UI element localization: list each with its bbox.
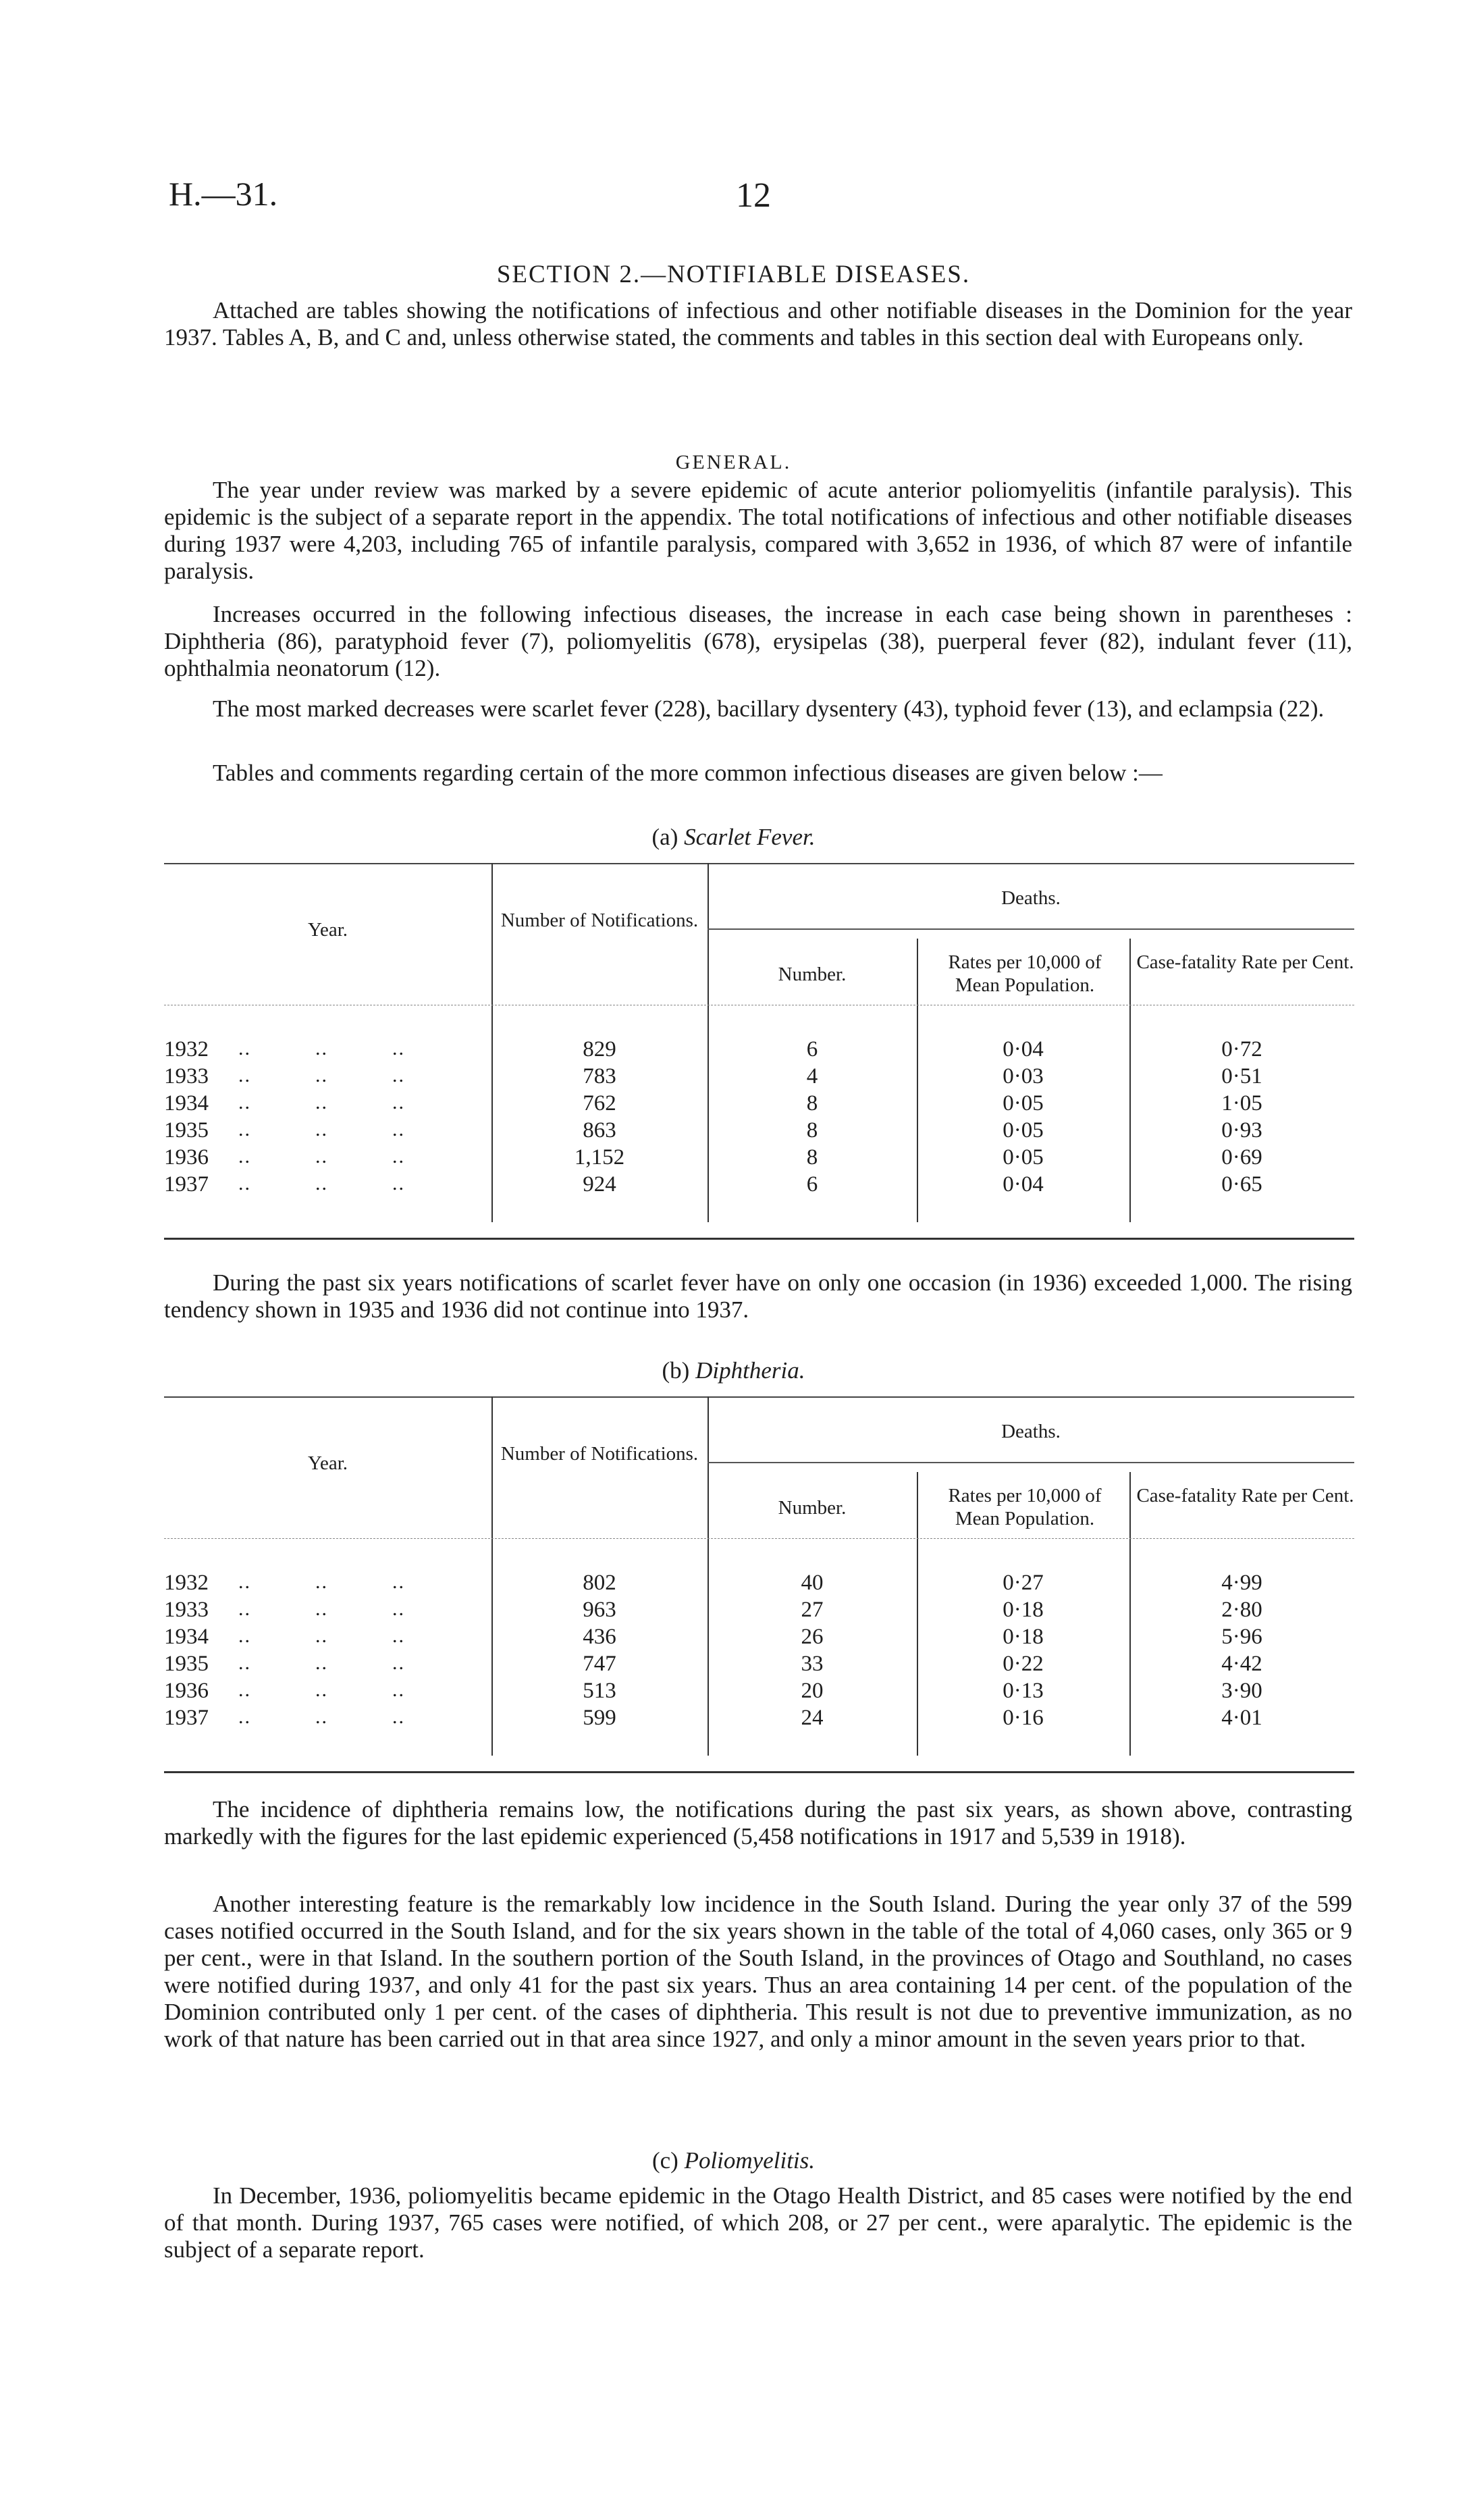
deaths-rule <box>708 1462 1354 1463</box>
case-fatality-header: Case-fatality Rate per Cent. <box>1136 951 1354 973</box>
table-top-rule <box>164 1396 1354 1398</box>
row-year: 1936 <box>164 1679 209 1703</box>
scarlet-caption-title: Scarlet Fever. <box>684 824 816 850</box>
row-notifications: 829 <box>583 1037 616 1061</box>
row-deaths: 27 <box>801 1598 824 1622</box>
row-notifications: 747 <box>583 1652 616 1676</box>
row-notifications: 762 <box>583 1091 616 1115</box>
diphtheria-text-2: Another interesting feature is the remarkably low incidence in the South Island. During the year only 37 of the 599 cases notified occurred in the South Island, and for the six years shown in the table of the total of 4,060 cases, only 365 or 9 per cent., were in that Island. In the southern portion of the South Island, in the provinces of Otago and Southland, no cases were notified during 1937, and only 41 for the past six years. Thus an area containing 14 per cent. of the population of the Dominion contributed only 1 per cent. of the cases of diphtheria. This result is not due to preventive immunization, as no work of that nature has been carried out in that area since 1927, and only a minor amount in the seven years prior to that. <box>164 1891 1352 2052</box>
row-notifications: 1,152 <box>574 1145 625 1170</box>
row-fatality: 4·01 <box>1221 1706 1262 1730</box>
row-deaths: 8 <box>806 1145 818 1170</box>
row-fatality: 2·80 <box>1221 1598 1262 1622</box>
row-deaths: 8 <box>806 1118 818 1143</box>
row-year: 1934 <box>164 1091 209 1115</box>
scarlet-comment <box>164 1269 1352 1323</box>
general-paragraph-4 <box>164 760 1352 787</box>
diphtheria-caption <box>0 1357 1467 1384</box>
year-header: Year. <box>307 919 348 941</box>
intro-paragraph <box>164 297 1352 351</box>
row-fatality: 4·42 <box>1221 1652 1262 1676</box>
row-rate: 0·05 <box>1003 1145 1044 1170</box>
row-leader-dots: .. .. .. <box>238 1571 405 1593</box>
row-leader-dots: .. .. .. <box>238 1145 405 1167</box>
deaths-rule <box>708 928 1354 930</box>
row-deaths: 24 <box>801 1706 824 1730</box>
row-leader-dots: .. .. .. <box>238 1037 405 1059</box>
diphtheria-caption-prefix: (b) <box>662 1357 690 1384</box>
row-deaths: 40 <box>801 1571 824 1595</box>
row-notifications: 863 <box>583 1118 616 1143</box>
row-year: 1932 <box>164 1037 209 1061</box>
notifications-header: Number of Notifications. <box>500 1443 699 1465</box>
polio-caption <box>0 2147 1467 2174</box>
row-leader-dots: .. .. .. <box>238 1625 405 1647</box>
row-deaths: 6 <box>806 1172 818 1197</box>
general-paragraph-1 <box>164 477 1352 585</box>
row-deaths: 8 <box>806 1091 818 1115</box>
table-bottom-rule <box>164 1771 1354 1773</box>
scarlet-comment-text: During the past six years notifications of scarlet fever have on only one occasion (in 1936) exceeded 1,000. The rising tendency shown in 1935 and 1936 did not continue into 1937. <box>164 1269 1352 1323</box>
page-number: 12 <box>736 176 771 215</box>
row-fatality: 0·72 <box>1221 1037 1262 1061</box>
row-notifications: 436 <box>583 1625 616 1649</box>
row-notifications: 783 <box>583 1064 616 1088</box>
row-rate: 0·05 <box>1003 1118 1044 1143</box>
row-deaths: 20 <box>801 1679 824 1703</box>
polio-caption-prefix: (c) <box>651 2147 678 2174</box>
diphtheria-text-1: The incidence of diphtheria remains low, the notifications during the past six years, as shown above, contrasting markedly with the figures for the last epidemic experienced (5,458 notifications in 1917 and 5,539 in 1918). <box>164 1796 1352 1849</box>
polio-caption-title: Poliomyelitis. <box>684 2147 816 2174</box>
number-header: Number. <box>778 1497 847 1519</box>
general-text-3: The most marked decreases were scarlet fever (228), bacillary dysentery (43), typhoid fever (13), and eclampsia (22). <box>213 695 1325 722</box>
row-fatality: 0·93 <box>1221 1118 1262 1143</box>
header-rule <box>164 1538 1354 1539</box>
section-title: SECTION 2.—NOTIFIABLE DISEASES. <box>496 261 971 288</box>
row-leader-dots: .. .. .. <box>238 1091 405 1113</box>
table-top-rule <box>164 863 1354 864</box>
row-notifications: 963 <box>583 1598 616 1622</box>
number-header: Number. <box>778 964 847 985</box>
row-rate: 0·03 <box>1003 1064 1044 1088</box>
row-rate: 0·16 <box>1003 1706 1044 1730</box>
row-year: 1937 <box>164 1706 209 1730</box>
row-deaths: 33 <box>801 1652 824 1676</box>
general-text-2: Increases occurred in the following infectious diseases, the increase in each case being shown in parentheses : Diphtheria (86), paratyphoid fever (7), poliomyelitis (678), erysipelas (38), puerperal fever (82), indulant fever (11), ophthalmia neonatorum (12). <box>164 601 1352 681</box>
row-fatality: 4·99 <box>1221 1571 1262 1595</box>
row-leader-dots: .. .. .. <box>238 1679 405 1701</box>
row-rate: 0·27 <box>1003 1571 1044 1595</box>
row-fatality: 1·05 <box>1221 1091 1262 1115</box>
general-text-4: Tables and comments regarding certain of the more common infectious diseases are given below :— <box>213 760 1163 786</box>
rates-header: Rates per 10,000 of Mean Population. <box>948 951 1102 996</box>
row-year: 1937 <box>164 1172 209 1197</box>
row-rate: 0·13 <box>1003 1679 1044 1703</box>
row-rate: 0·04 <box>1003 1037 1044 1061</box>
row-notifications: 513 <box>583 1679 616 1703</box>
row-leader-dots: .. .. .. <box>238 1598 405 1620</box>
row-notifications: 802 <box>583 1571 616 1595</box>
scarlet-caption-prefix: (a) <box>651 824 678 850</box>
row-rate: 0·05 <box>1003 1091 1044 1115</box>
notifications-header: Number of Notifications. <box>500 910 699 931</box>
row-leader-dots: .. .. .. <box>238 1172 405 1195</box>
row-leader-dots: .. .. .. <box>238 1064 405 1086</box>
row-rate: 0·22 <box>1003 1652 1044 1676</box>
diphtheria-caption-title: Diphtheria. <box>695 1357 805 1384</box>
row-fatality: 0·65 <box>1221 1172 1262 1197</box>
row-year: 1934 <box>164 1625 209 1649</box>
deaths-header: Deaths. <box>1001 1421 1061 1442</box>
diphtheria-table <box>164 1396 1354 1775</box>
polio-paragraph <box>164 2182 1352 2263</box>
row-fatality: 5·96 <box>1221 1625 1262 1649</box>
row-rate: 0·18 <box>1003 1625 1044 1649</box>
diphtheria-paragraph-2 <box>164 1891 1352 2053</box>
table-bottom-rule <box>164 1238 1354 1240</box>
row-deaths: 4 <box>806 1064 818 1088</box>
year-header: Year. <box>307 1452 348 1474</box>
scarlet-caption <box>0 824 1467 851</box>
rates-header: Rates per 10,000 of Mean Population. <box>948 1485 1102 1529</box>
deaths-header: Deaths. <box>1001 887 1061 909</box>
row-notifications: 924 <box>583 1172 616 1197</box>
row-year: 1936 <box>164 1145 209 1170</box>
row-fatality: 3·90 <box>1221 1679 1262 1703</box>
row-year: 1933 <box>164 1598 209 1622</box>
general-paragraph-2 <box>164 601 1352 682</box>
row-notifications: 599 <box>583 1706 616 1730</box>
row-rate: 0·04 <box>1003 1172 1044 1197</box>
row-year: 1935 <box>164 1652 209 1676</box>
scarlet-fever-table <box>164 863 1354 1241</box>
intro-text: Attached are tables showing the notifications of infectious and other notifiable diseases in the Dominion for the year 1937. Tables A, B, and C and, unless otherwise stated, the comments and tables in this section deal with Europeans only. <box>164 297 1352 350</box>
general-text-1: The year under review was marked by a severe epidemic of acute anterior poliomyelitis (infantile paralysis). This epidemic is the subject of a separate report in the appendix. The total notifications of infectious and other notifiable diseases during 1937 were 4,203, including 765 of infantile paralysis, compared with 3,652 in 1936, of which 87 were of infantile paralysis. <box>164 477 1352 584</box>
row-year: 1935 <box>164 1118 209 1143</box>
row-deaths: 6 <box>806 1037 818 1061</box>
general-heading: GENERAL. <box>675 451 792 473</box>
polio-text: In December, 1936, poliomyelitis became epidemic in the Otago Health District, and 85 cases were notified by the end of that month. During 1937, 765 cases were notified, of which 208, or 27 per cent., were aparalytic. The epidemic is the subject of a separate report. <box>164 2182 1352 2263</box>
page-reference: H.—31. <box>169 175 278 213</box>
row-fatality: 0·69 <box>1221 1145 1262 1170</box>
row-leader-dots: .. .. .. <box>238 1118 405 1140</box>
row-leader-dots: .. .. .. <box>238 1652 405 1674</box>
case-fatality-header: Case-fatality Rate per Cent. <box>1136 1485 1354 1506</box>
general-paragraph-3 <box>164 695 1352 723</box>
row-leader-dots: .. .. .. <box>238 1706 405 1728</box>
row-year: 1932 <box>164 1571 209 1595</box>
diphtheria-paragraph-1 <box>164 1796 1352 1850</box>
row-rate: 0·18 <box>1003 1598 1044 1622</box>
row-year: 1933 <box>164 1064 209 1088</box>
row-deaths: 26 <box>801 1625 824 1649</box>
row-fatality: 0·51 <box>1221 1064 1262 1088</box>
